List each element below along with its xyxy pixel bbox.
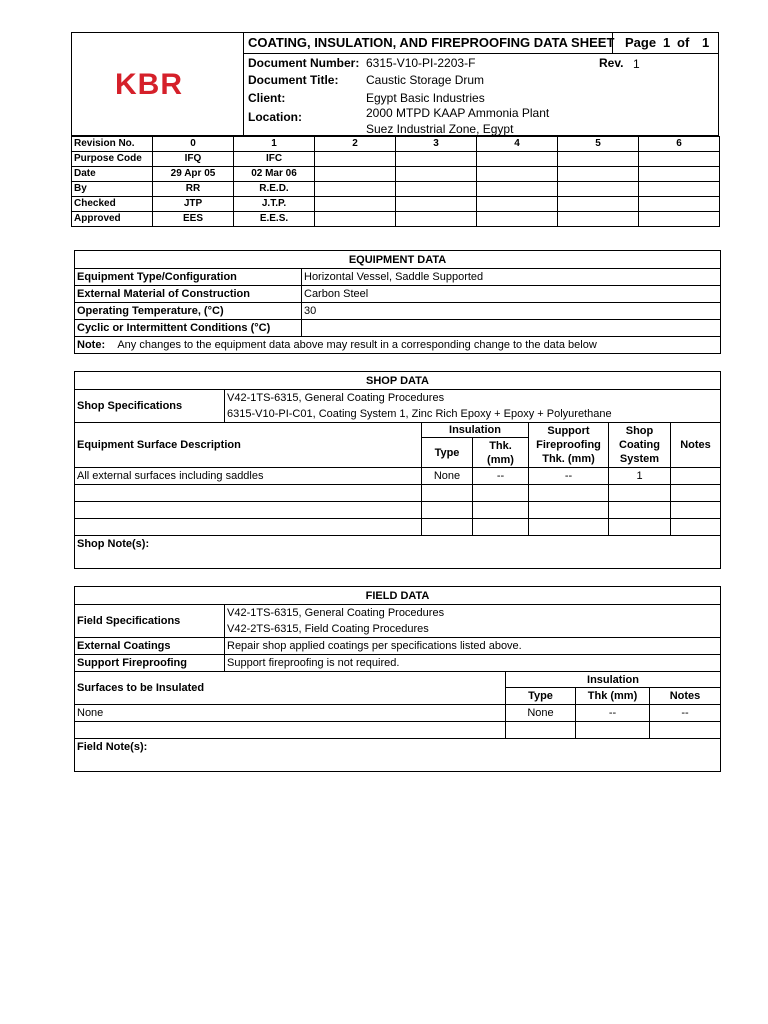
revision-cell xyxy=(639,152,720,167)
revision-cell xyxy=(396,182,477,197)
shop-row-desc: All external surfaces including saddles xyxy=(75,468,422,485)
field-row-desc xyxy=(75,722,506,739)
shop-row-type xyxy=(422,485,473,502)
shop-notes-header: Notes xyxy=(671,423,721,468)
shop-surface-row xyxy=(75,468,721,485)
page-word: Page xyxy=(625,35,657,50)
thk-header-line-1: Thk. xyxy=(489,439,512,452)
client-label: Client: xyxy=(248,91,286,105)
field-row-notes: -- xyxy=(650,705,721,722)
support-header-line-3: Thk. (mm) xyxy=(542,453,595,465)
revision-cell: 5 xyxy=(558,137,639,152)
rev-value: 1 xyxy=(633,57,640,71)
shop-row-system xyxy=(609,485,671,502)
sheet-title: COATING, INSULATION, AND FIREPROOFING DATA SHEET xyxy=(248,35,615,50)
revision-cell: JTP xyxy=(153,197,234,212)
shop-row-type xyxy=(422,502,473,519)
shop-surface-row xyxy=(75,485,721,502)
shop-insulation-header: Insulation xyxy=(422,423,529,438)
doc-number-label: Document Number: xyxy=(248,56,360,70)
external-coatings-value: Repair shop applied coatings per specifications listed above. xyxy=(225,638,721,655)
shop-row-system: 1 xyxy=(609,468,671,485)
shop-row-notes xyxy=(671,502,721,519)
location-line-2: Suez Industrial Zone, Egypt xyxy=(366,122,514,136)
revision-cell xyxy=(558,152,639,167)
field-row-thk: -- xyxy=(576,705,650,722)
equipment-note-label: Note: xyxy=(77,339,106,351)
field-row-type xyxy=(506,722,576,739)
shop-data-table xyxy=(74,371,721,569)
shop-surface-row xyxy=(75,519,721,536)
support-fireproofing-value: Support fireproofing is not required. xyxy=(225,655,721,672)
revision-cell xyxy=(396,167,477,182)
field-spec-line-2: V42-2TS-6315, Field Coating Procedures xyxy=(227,623,429,635)
kbr-logo: KBR xyxy=(115,68,183,101)
equipment-note-text: Any changes to the equipment data above may result in a corresponding change to the data below xyxy=(117,339,597,351)
shop-type-header: Type xyxy=(422,438,473,468)
external-coatings-label: External Coatings xyxy=(75,638,225,655)
surfaces-insulated-header: Surfaces to be Insulated xyxy=(75,672,506,705)
revision-cell: 6 xyxy=(639,137,720,152)
revision-cell xyxy=(477,197,558,212)
revision-cell xyxy=(477,152,558,167)
revision-cell xyxy=(396,212,477,227)
revision-cell: EES xyxy=(153,212,234,227)
revision-cell xyxy=(315,212,396,227)
revision-cell: 3 xyxy=(396,137,477,152)
shop-spec-label: Shop Specifications xyxy=(75,390,225,423)
material-label: External Material of Construction xyxy=(75,286,302,303)
coating-header-line-1: Shop xyxy=(625,425,654,437)
revision-cell: 0 xyxy=(153,137,234,152)
revision-row xyxy=(72,212,720,227)
revision-cell: 2 xyxy=(315,137,396,152)
shop-coating-system-header xyxy=(609,423,671,468)
doc-number: 6315-V10-PI-2203-F xyxy=(366,56,476,70)
revision-row xyxy=(72,152,720,167)
support-fireproofing-label: Support Fireproofing xyxy=(75,655,225,672)
revision-cell xyxy=(396,197,477,212)
revision-cell: J.T.P. xyxy=(234,197,315,212)
revision-cell xyxy=(639,182,720,197)
shop-row-support xyxy=(529,502,609,519)
field-insulation-header: Insulation xyxy=(506,672,721,688)
shop-row-system xyxy=(609,519,671,536)
shop-thk-header xyxy=(473,438,529,468)
shop-row-thk xyxy=(473,502,529,519)
shop-spec-line-2: 6315-V10-PI-C01, Coating System 1, Zinc Rich Epoxy + Epoxy + Polyurethane xyxy=(227,408,612,420)
revision-row xyxy=(72,137,720,152)
revision-row-label: Revision No. xyxy=(72,137,153,152)
revision-cell xyxy=(639,212,720,227)
field-surface-row xyxy=(75,722,721,739)
field-spec-label: Field Specifications xyxy=(75,605,225,638)
revision-cell xyxy=(315,182,396,197)
equipment-note xyxy=(75,337,721,354)
field-type-header: Type xyxy=(506,688,576,705)
revision-cell: E.E.S. xyxy=(234,212,315,227)
logo-cell xyxy=(71,32,244,136)
shop-row-system xyxy=(609,502,671,519)
support-header-line-1: Support xyxy=(547,425,590,437)
field-surface-row xyxy=(75,705,721,722)
coating-header-line-2: Coating xyxy=(619,439,660,451)
coating-header-line-3: System xyxy=(619,453,660,465)
revision-cell xyxy=(558,167,639,182)
operating-temp-label: Operating Temperature, (°C) xyxy=(75,303,302,320)
revision-cell xyxy=(558,212,639,227)
revision-cell xyxy=(477,167,558,182)
shop-row-thk xyxy=(473,485,529,502)
shop-row-thk: -- xyxy=(473,468,529,485)
revision-cell: 4 xyxy=(477,137,558,152)
revision-row xyxy=(72,197,720,212)
revision-row-label: Purpose Code xyxy=(72,152,153,167)
revision-row xyxy=(72,182,720,197)
revision-cell: 29 Apr 05 xyxy=(153,167,234,182)
revision-row-label: Date xyxy=(72,167,153,182)
field-row-type: None xyxy=(506,705,576,722)
cyclic-conditions-label: Cyclic or Intermittent Conditions (°C) xyxy=(75,320,302,337)
revision-cell: IFQ xyxy=(153,152,234,167)
equipment-type-label: Equipment Type/Configuration xyxy=(75,269,302,286)
equipment-data-table xyxy=(74,250,721,354)
shop-row-notes xyxy=(671,519,721,536)
material-value: Carbon Steel xyxy=(302,286,721,303)
revision-cell: 02 Mar 06 xyxy=(234,167,315,182)
doc-title: Caustic Storage Drum xyxy=(366,73,485,87)
surface-desc-header: Equipment Surface Description xyxy=(75,423,422,468)
shop-spec-values xyxy=(225,390,721,423)
revision-row-label: Checked xyxy=(72,197,153,212)
revision-cell: R.E.D. xyxy=(234,182,315,197)
equipment-data-title: EQUIPMENT DATA xyxy=(75,251,721,269)
page-total: 1 xyxy=(702,35,710,50)
revision-row xyxy=(72,167,720,182)
equipment-type-value: Horizontal Vessel, Saddle Supported xyxy=(302,269,721,286)
revision-row-label: By xyxy=(72,182,153,197)
shop-row-thk xyxy=(473,519,529,536)
field-spec-values xyxy=(225,605,721,638)
revision-cell: RR xyxy=(153,182,234,197)
field-spec-line-1: V42-1TS-6315, General Coating Procedures xyxy=(227,607,445,619)
operating-temp-value: 30 xyxy=(302,303,721,320)
support-fireproofing-header xyxy=(529,423,609,468)
shop-spec-line-1: V42-1TS-6315, General Coating Procedures xyxy=(227,392,445,404)
shop-notes-footer: Shop Note(s): xyxy=(75,536,721,569)
rev-label: Rev. xyxy=(599,56,624,70)
shop-data-title: SHOP DATA xyxy=(75,372,721,390)
revision-cell xyxy=(639,167,720,182)
revision-cell xyxy=(396,152,477,167)
field-data-title: FIELD DATA xyxy=(75,587,721,605)
shop-row-support xyxy=(529,519,609,536)
page-indicator xyxy=(612,32,720,53)
support-header-line-2: Fireproofing xyxy=(536,439,601,451)
field-row-thk xyxy=(576,722,650,739)
page-of: of xyxy=(677,35,690,50)
revision-cell xyxy=(639,197,720,212)
revision-cell xyxy=(315,152,396,167)
revision-cell: IFC xyxy=(234,152,315,167)
shop-row-notes xyxy=(671,468,721,485)
shop-row-support: -- xyxy=(529,468,609,485)
title-row xyxy=(244,32,719,54)
shop-row-desc xyxy=(75,502,422,519)
location-label: Location: xyxy=(248,110,302,124)
revision-cell xyxy=(558,197,639,212)
doc-title-label: Document Title: xyxy=(248,73,339,87)
location-line-1: 2000 MTPD KAAP Ammonia Plant xyxy=(366,106,550,120)
cyclic-conditions-value xyxy=(302,320,721,337)
shop-row-desc xyxy=(75,519,422,536)
field-notes-footer: Field Note(s): xyxy=(75,739,721,772)
field-row-desc: None xyxy=(75,705,506,722)
revision-table xyxy=(71,136,720,227)
revision-cell xyxy=(558,182,639,197)
field-notes-header: Notes xyxy=(650,688,721,705)
shop-row-support xyxy=(529,485,609,502)
revision-row-label: Approved xyxy=(72,212,153,227)
page-number: 1 xyxy=(663,35,671,50)
field-row-notes xyxy=(650,722,721,739)
thk-header-line-2: (mm) xyxy=(487,453,514,466)
shop-row-desc xyxy=(75,485,422,502)
shop-row-type xyxy=(422,519,473,536)
shop-row-notes xyxy=(671,485,721,502)
shop-row-type: None xyxy=(422,468,473,485)
field-data-table xyxy=(74,586,721,772)
field-thk-header: Thk (mm) xyxy=(576,688,650,705)
client: Egypt Basic Industries xyxy=(366,91,485,105)
revision-cell xyxy=(315,167,396,182)
revision-cell xyxy=(315,197,396,212)
revision-cell: 1 xyxy=(234,137,315,152)
shop-surface-row xyxy=(75,502,721,519)
revision-cell xyxy=(477,182,558,197)
revision-cell xyxy=(477,212,558,227)
